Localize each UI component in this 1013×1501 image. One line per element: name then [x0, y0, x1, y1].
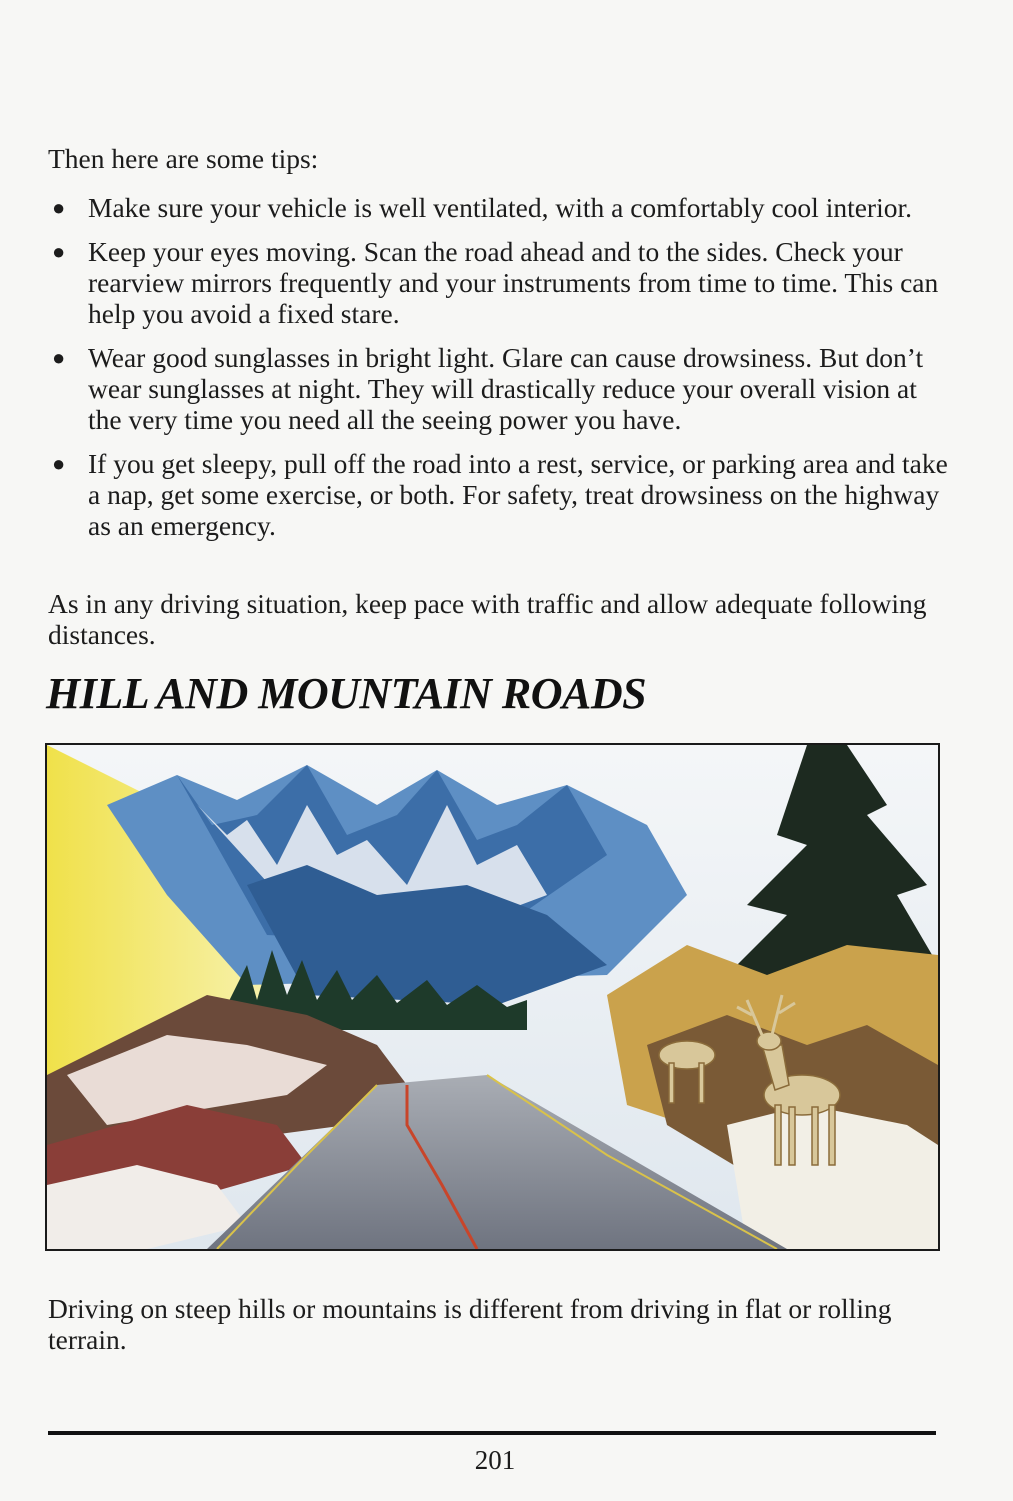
tip-text: Wear good sunglasses in bright light. Glare can cause drowsiness. But don’t wear sunglasses at night. They will drastically reduce your overall vision at the very time you need all the seeing power you have.	[88, 342, 924, 435]
list-item	[48, 192, 948, 223]
section-heading: HILL AND MOUNTAIN ROADS	[46, 669, 647, 718]
bullet-icon: ●	[52, 345, 66, 370]
footer-rule	[48, 1431, 936, 1435]
page-number: 201	[474, 1445, 516, 1475]
closing-paragraph: As in any driving situation, keep pace with traffic and allow adequate following distances.	[48, 588, 927, 650]
tip-text: Make sure your vehicle is well ventilated, with a comfortably cool interior.	[88, 192, 912, 223]
bullet-icon: ●	[52, 239, 66, 264]
bullet-icon: ●	[52, 451, 66, 476]
list-item	[48, 448, 948, 541]
caption-paragraph: Driving on steep hills or mountains is different from driving in flat or rolling terrain.	[48, 1293, 892, 1355]
tip-text: If you get sleepy, pull off the road into a rest, service, or parking area and take a nap, get some exercise, or both. For safety, treat drowsiness on the highway as an emergency.	[88, 448, 948, 541]
tip-text: Keep your eyes moving. Scan the road ahead and to the sides. Check your rearview mirrors frequently and your instruments from time to time. This can help you avoid a fixed stare.	[88, 236, 939, 329]
intro-text: Then here are some tips:	[48, 143, 319, 174]
mountain-road-illustration	[45, 743, 940, 1251]
list-item	[48, 342, 948, 435]
tips-list	[48, 192, 948, 554]
list-item	[48, 236, 948, 329]
bullet-icon: ●	[52, 195, 66, 220]
